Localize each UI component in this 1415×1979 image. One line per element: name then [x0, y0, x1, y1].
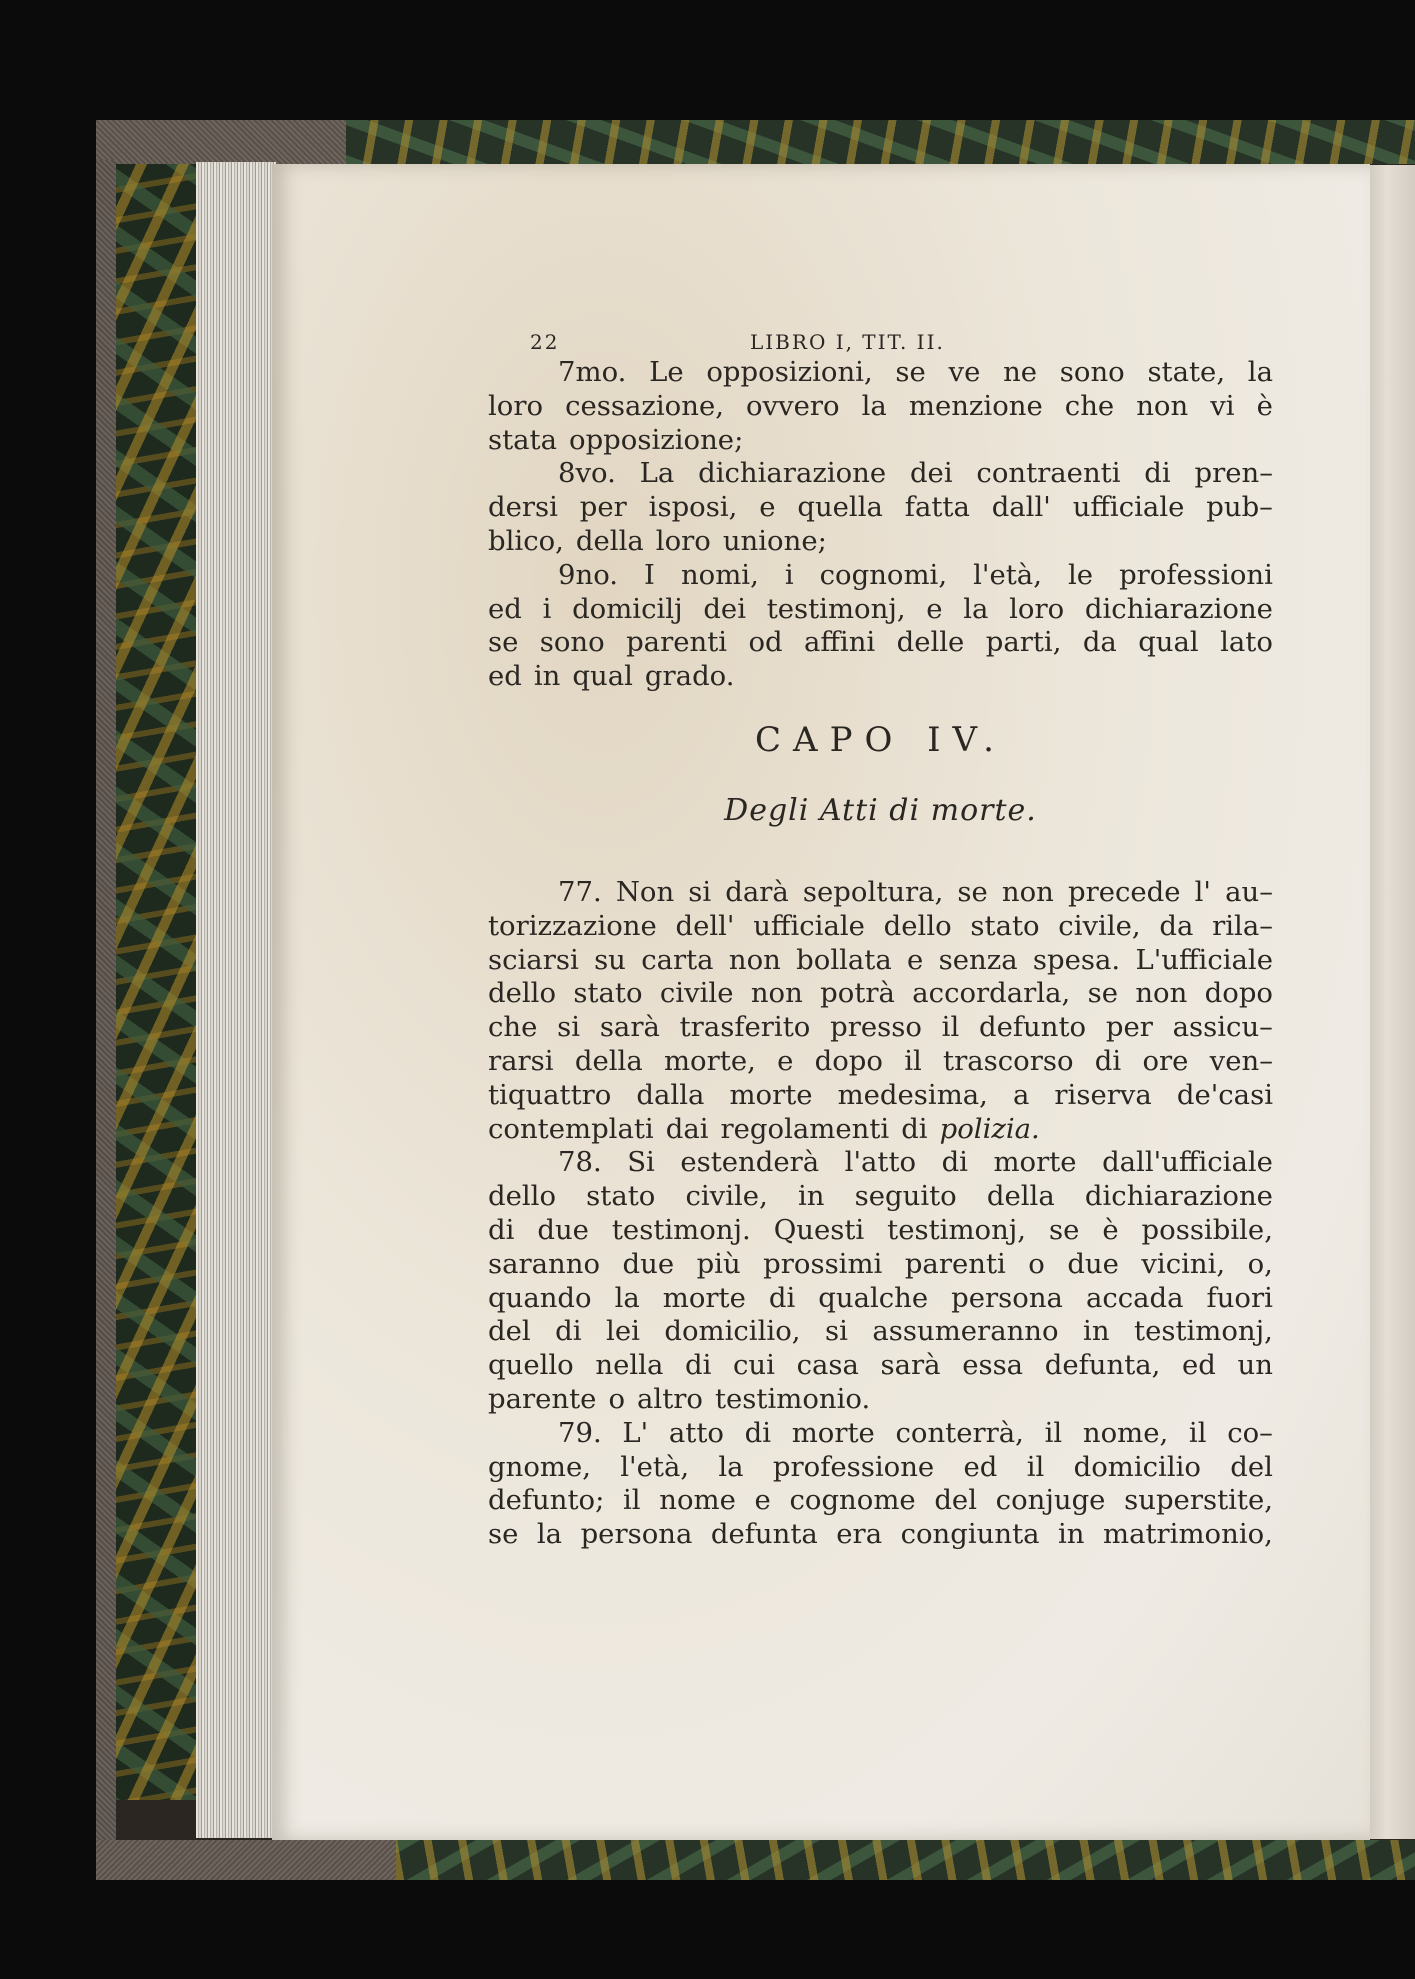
word: parti, [985, 626, 1062, 659]
word: di [488, 1213, 515, 1246]
word: in [797, 1180, 825, 1213]
word: civile [659, 977, 734, 1010]
word: il [1026, 1450, 1045, 1483]
word: affini [803, 626, 876, 659]
word: del [934, 1484, 978, 1517]
word: La [639, 457, 675, 490]
word: testimonio. [714, 1382, 871, 1415]
word: sepoltura, [802, 875, 944, 908]
word: dichiarazione [1084, 592, 1273, 625]
section-continuation [488, 356, 1273, 694]
word: professione [772, 1450, 935, 1483]
word: dalla [636, 1078, 705, 1111]
word: altro [637, 1382, 703, 1415]
word: Si [627, 1146, 655, 1179]
word: quello [488, 1349, 574, 1382]
word: loro [655, 524, 711, 557]
word: l'età, [973, 558, 1042, 591]
word: dall' [991, 491, 1051, 524]
running-head [488, 320, 1273, 356]
word: conjuge [995, 1484, 1106, 1517]
word: la [718, 1450, 744, 1483]
word: trascorso [943, 1044, 1074, 1077]
word: nella [595, 1349, 664, 1382]
word: loro [1009, 592, 1065, 625]
word: l' [1194, 875, 1211, 908]
word: cognome [789, 1484, 916, 1517]
word: qual [572, 660, 633, 693]
text-line [488, 1383, 1273, 1417]
word: morte [662, 1281, 746, 1314]
word: casa [796, 1349, 859, 1382]
text-line [488, 491, 1273, 525]
word: su [594, 943, 626, 976]
leather-corner-top [96, 120, 346, 164]
text-line [488, 356, 1273, 390]
word: testimonj. [611, 1213, 751, 1246]
word: era [836, 1518, 883, 1551]
text-line [488, 1248, 1273, 1282]
word: L' [622, 1416, 649, 1449]
word: di [901, 1112, 928, 1145]
word: persona [580, 1518, 693, 1551]
word: da [1159, 909, 1194, 942]
word: 79. [558, 1416, 602, 1449]
word: di [744, 1416, 772, 1449]
word: qual [1138, 626, 1199, 659]
word: non [1136, 389, 1189, 422]
word: di [684, 1349, 712, 1382]
word: spesa. [1032, 943, 1121, 976]
word: ne [1003, 356, 1038, 388]
word: matrimonio, [1103, 1518, 1273, 1551]
word: 8vo. [558, 457, 616, 490]
word: della [574, 1044, 643, 1077]
word: ed [963, 1450, 998, 1483]
text-line [488, 525, 1273, 559]
text-line [488, 910, 1273, 944]
word: superstite, [1124, 1484, 1273, 1517]
word: ed [1182, 1349, 1216, 1382]
word: domicilio [1073, 1450, 1201, 1483]
word: o, [1247, 1247, 1273, 1280]
word: dall'ufficiale [1102, 1146, 1273, 1179]
word: fuori [1206, 1281, 1273, 1314]
word: della [575, 524, 644, 557]
word: e [777, 1044, 794, 1077]
word: dichiarazione [698, 457, 887, 490]
text-line [488, 1146, 1273, 1180]
word: ovvero [746, 389, 840, 422]
word: persona [951, 1281, 1063, 1314]
word: morte [993, 1146, 1077, 1179]
word: L'ufficiale [1135, 943, 1273, 976]
word: darà [725, 875, 789, 908]
word: bollata [796, 943, 892, 976]
word: domicilio, [664, 1315, 801, 1348]
word: le [1067, 558, 1094, 591]
word: non [728, 943, 781, 976]
word: quella [797, 491, 883, 524]
word: defunta [710, 1518, 818, 1551]
word: defunto; [488, 1484, 605, 1517]
word: sciarsi [488, 943, 579, 976]
word: dei [909, 457, 953, 490]
chapter-title: CAPO IV. [755, 719, 1006, 760]
word: la [536, 1518, 563, 1551]
word: dopo [1204, 977, 1273, 1010]
word: e [907, 943, 924, 976]
text-line [488, 1417, 1273, 1451]
word: che [488, 1011, 538, 1044]
word: pub– [1206, 491, 1273, 524]
word: unione; [722, 524, 827, 557]
word: dersi [488, 491, 558, 524]
text-line [488, 1518, 1273, 1552]
word: il [1044, 1416, 1063, 1449]
word: è [1256, 389, 1273, 422]
word: lei [606, 1315, 640, 1348]
word: essa [962, 1349, 1024, 1382]
word: possibile, [1141, 1213, 1273, 1246]
word: opposizioni, [706, 356, 873, 388]
text-line [488, 457, 1273, 491]
word: nome [659, 1484, 736, 1517]
facing-page-edge [1368, 165, 1415, 1839]
word: in [1083, 1315, 1110, 1348]
text-line [488, 1011, 1273, 1045]
word: senza [938, 943, 1018, 976]
word: ven– [1209, 1044, 1273, 1077]
word: della [986, 1180, 1055, 1213]
word: delle [896, 626, 965, 659]
page-number: 22 [530, 330, 560, 354]
text-line [488, 660, 1273, 694]
word: due [622, 1247, 675, 1280]
text-line [488, 1315, 1273, 1349]
word: ed [488, 660, 522, 693]
word: regolamenti [720, 1112, 890, 1145]
running-head-title: LIBRO I, TIT. II. [750, 330, 945, 354]
word: e [759, 491, 776, 524]
word: o [608, 1382, 626, 1415]
text-line [488, 944, 1273, 978]
word: torizzazione [488, 909, 657, 942]
word: di [768, 1281, 796, 1314]
word: morte [729, 1078, 813, 1111]
word: che [1064, 389, 1115, 422]
word: l'età, [620, 1450, 690, 1483]
word: Non [615, 875, 675, 908]
word: sono [1059, 356, 1125, 388]
word: il [1188, 1416, 1207, 1449]
word: grado. [644, 660, 735, 693]
word: ufficiale [753, 909, 865, 942]
word: cui [733, 1349, 775, 1382]
word: Le [649, 356, 684, 388]
text-line [488, 1451, 1273, 1485]
word: cognomi, [819, 558, 948, 591]
word: assumeranno [872, 1315, 1059, 1348]
word: professioni [1119, 558, 1273, 591]
word: atto [668, 1416, 724, 1449]
word: non [750, 977, 803, 1010]
word: pren– [1194, 457, 1273, 490]
word: saranno [488, 1247, 601, 1280]
word: del [1230, 1450, 1273, 1483]
word: parenti [904, 1247, 1006, 1280]
word: blico, [488, 524, 564, 557]
word: domicilj [572, 592, 683, 625]
word: dopo [814, 1044, 883, 1077]
word: 7mo. [558, 356, 627, 388]
word: sarà [599, 1011, 660, 1044]
page-edges [196, 162, 276, 1838]
text-line [488, 1113, 1273, 1147]
word: la [861, 389, 887, 422]
text-line [488, 1214, 1273, 1248]
word: carta [641, 943, 714, 976]
word: riserva [1054, 1078, 1152, 1111]
word: 77. [558, 875, 602, 908]
word: a [1012, 1078, 1030, 1111]
word: la [614, 1281, 640, 1314]
word: se [957, 875, 988, 908]
word: di [555, 1315, 582, 1348]
word: prossimi [763, 1247, 883, 1280]
word: au– [1225, 875, 1273, 908]
word: accada [1085, 1281, 1184, 1314]
word: civile, [1058, 909, 1141, 942]
word: accordarla, [912, 977, 1071, 1010]
text-line [488, 593, 1273, 627]
text-line [488, 1282, 1273, 1316]
text-line [488, 626, 1273, 660]
word: un [1237, 1349, 1273, 1382]
word: 9no. [558, 558, 619, 591]
word: rarsi [488, 1044, 554, 1077]
word: e [754, 1484, 771, 1517]
articles [488, 876, 1273, 1552]
word: I [644, 558, 655, 591]
leather-spine-edge [96, 160, 116, 1840]
word: se [895, 356, 926, 388]
word: da [1082, 626, 1117, 659]
word: quando [488, 1281, 592, 1314]
word: il [623, 1484, 641, 1517]
word: potrà [820, 977, 895, 1010]
word: menzione [908, 389, 1043, 422]
spacer [488, 834, 1273, 876]
word: si [557, 1011, 581, 1044]
text-line [488, 876, 1273, 910]
word: estenderà [680, 1146, 820, 1179]
word: tiquattro [488, 1078, 612, 1111]
word: se [1087, 977, 1118, 1010]
word: contraenti [976, 457, 1121, 490]
text-line [488, 424, 1273, 458]
word: in [1058, 1518, 1085, 1551]
word: dello [488, 977, 557, 1010]
word: si [824, 1315, 848, 1348]
word: lato [1220, 626, 1273, 659]
word: testimonj, [887, 1213, 1027, 1246]
word: sono [539, 626, 605, 659]
word: od [748, 626, 783, 659]
word: più [696, 1247, 741, 1280]
word: ve [948, 356, 981, 388]
word: si [688, 875, 712, 908]
word: nomi, [680, 558, 759, 591]
word: defunta, [1044, 1349, 1161, 1382]
chapter-subtitle: Degli Atti di morte. [724, 792, 1037, 828]
word: medesima, [837, 1078, 988, 1111]
word: se [488, 1518, 519, 1551]
word: presso [830, 1011, 922, 1044]
word: testimonj, [1134, 1315, 1273, 1348]
word: due [537, 1213, 589, 1246]
word: dai [665, 1112, 709, 1145]
word: del [488, 1315, 531, 1348]
word: state, [1147, 356, 1226, 388]
word: morte [791, 1416, 875, 1449]
text-line [488, 390, 1273, 424]
marbled-board-bottom [396, 1840, 1415, 1880]
word: sarà [880, 1349, 941, 1382]
word: vicini, [1141, 1247, 1226, 1280]
word: l'atto [844, 1146, 917, 1179]
word: isposi, [648, 491, 738, 524]
word: ore [1142, 1044, 1189, 1077]
word: dichiarazione [1084, 1180, 1273, 1213]
word: di [941, 1146, 968, 1179]
word: trasferito [679, 1011, 811, 1044]
word: conterrà, [895, 1416, 1024, 1449]
word: il [904, 1044, 922, 1077]
word: non [1001, 875, 1054, 908]
marbled-board-top [336, 120, 1415, 164]
text-line [488, 1349, 1273, 1383]
leather-corner-bottom [96, 1840, 396, 1880]
word: stato [573, 977, 643, 1010]
word: dei [703, 592, 746, 625]
word: di [1144, 457, 1171, 490]
word: de'casi [1176, 1078, 1273, 1111]
word: qualche [818, 1281, 929, 1314]
word: dell' [675, 909, 735, 942]
text-line [488, 1180, 1273, 1214]
word: Questi [773, 1213, 865, 1246]
word: stato [586, 1180, 656, 1213]
word: nome, [1082, 1416, 1169, 1449]
word: i [542, 592, 552, 625]
word: è [1102, 1213, 1119, 1246]
word: loro [488, 389, 544, 422]
word: defunto [979, 1011, 1087, 1044]
word: ufficiale [1072, 491, 1185, 524]
word: 78. [558, 1146, 602, 1179]
word: vi [1210, 389, 1235, 422]
word: precede [1067, 875, 1181, 908]
word: co– [1227, 1416, 1273, 1449]
word: o [1028, 1247, 1045, 1280]
word: seguito [854, 1180, 957, 1213]
word: polizia. [939, 1112, 1040, 1145]
word: contemplati [488, 1112, 654, 1145]
text-line [488, 1484, 1273, 1518]
word: i [784, 558, 794, 591]
word: stato [970, 909, 1040, 942]
word: opposizione; [569, 423, 744, 456]
word: per [1105, 1011, 1153, 1044]
word: in [533, 660, 561, 693]
word: di [1094, 1044, 1122, 1077]
word: il [941, 1011, 960, 1044]
text-line [488, 1045, 1273, 1079]
word: stata [488, 423, 558, 456]
word: ed [488, 592, 522, 625]
word: cessazione, [565, 389, 724, 422]
word: fatta [904, 491, 970, 524]
word: parente [488, 1382, 597, 1415]
word: due [1067, 1247, 1119, 1280]
word: la [1247, 356, 1273, 388]
word: se [488, 626, 519, 659]
word: non [1135, 977, 1188, 1010]
word: dello [883, 909, 952, 942]
text-line [488, 559, 1273, 593]
word: testimonj, [766, 592, 906, 625]
word: gnome, [488, 1450, 591, 1483]
word: se [1049, 1213, 1080, 1246]
word: dello [488, 1180, 557, 1213]
word: assicu– [1172, 1011, 1273, 1044]
word: rila– [1212, 909, 1273, 942]
text-line [488, 977, 1273, 1011]
word: e [926, 592, 943, 625]
word: la [963, 592, 989, 625]
word: per [579, 491, 627, 524]
word: morte, [663, 1044, 756, 1077]
text-line [488, 1079, 1273, 1113]
word: congiunta [900, 1518, 1040, 1551]
word: civile, [685, 1180, 768, 1213]
word: parenti [626, 626, 728, 659]
page-text [488, 320, 1273, 1552]
